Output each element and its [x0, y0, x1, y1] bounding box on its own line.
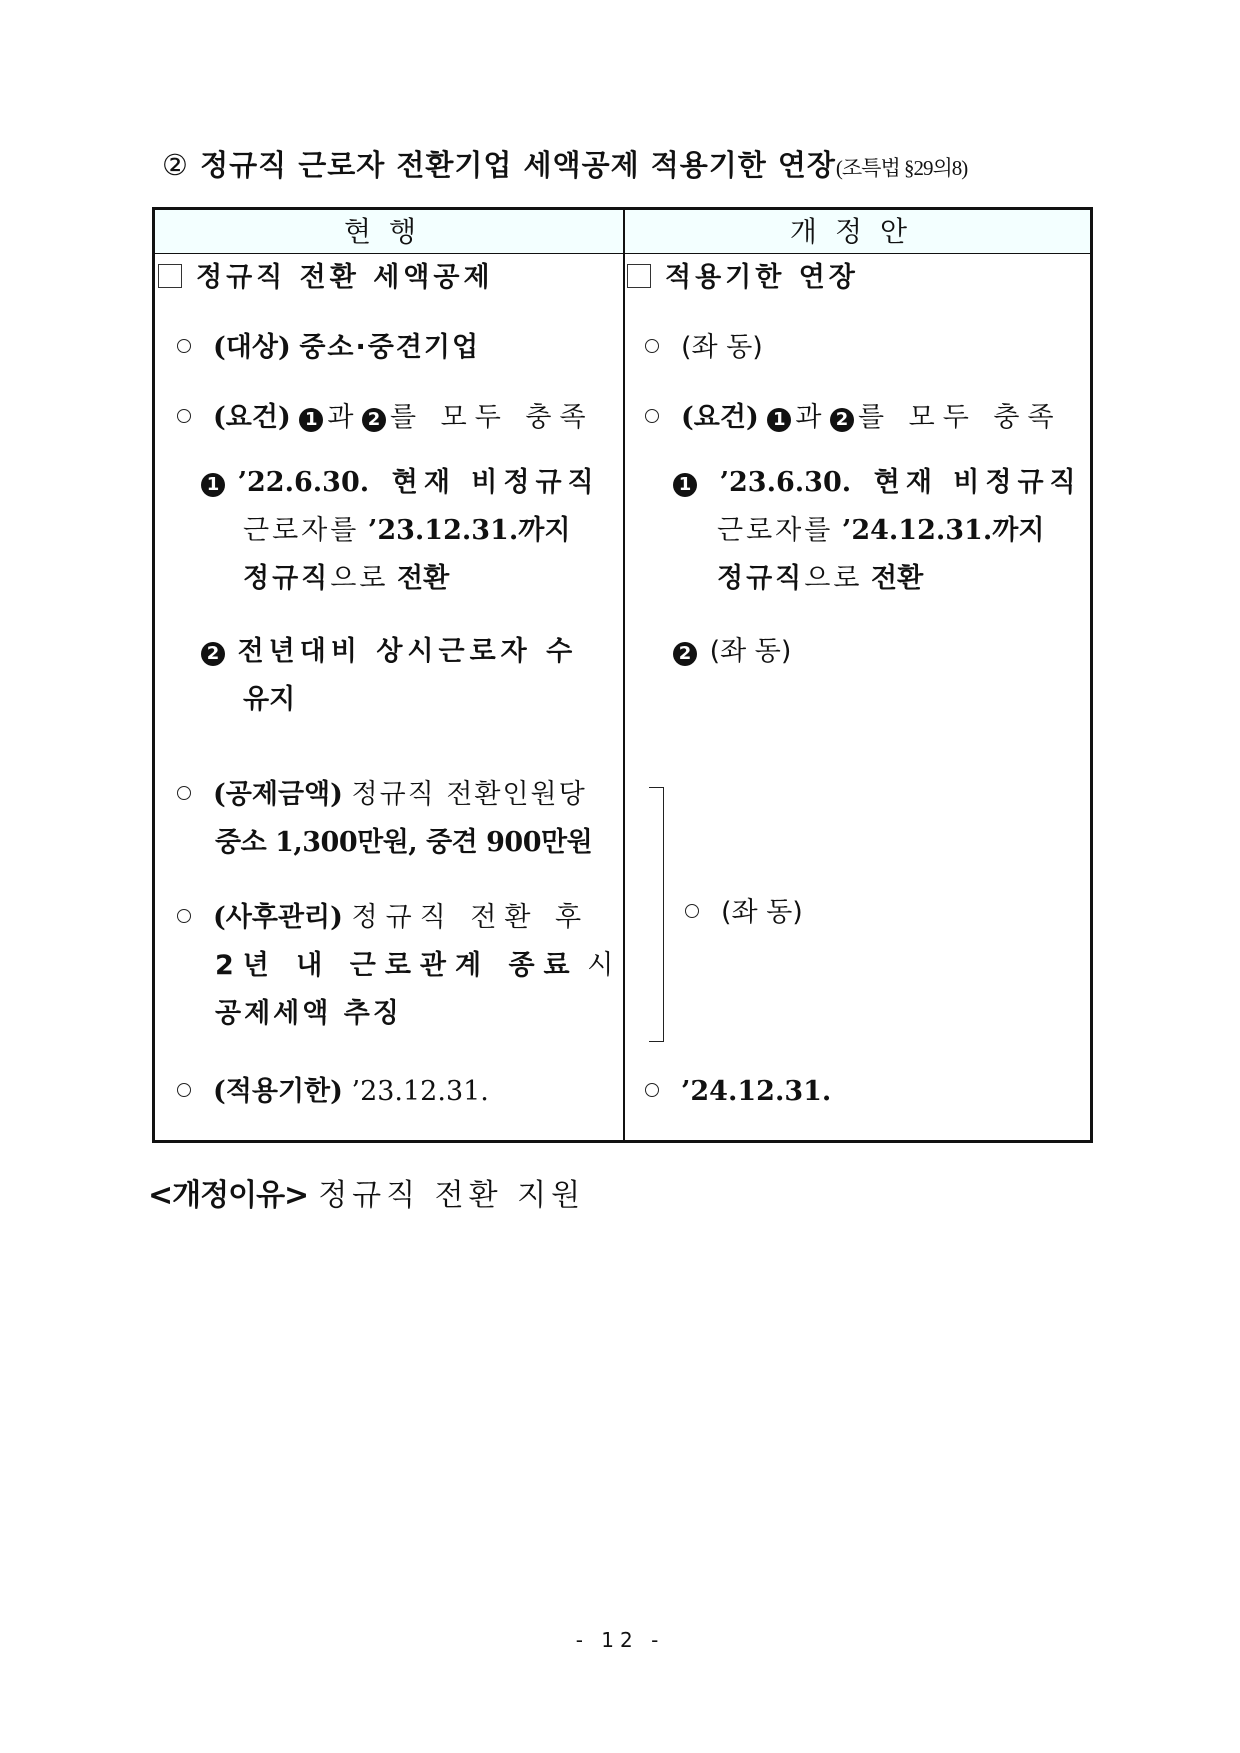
circle-bullet-icon — [177, 409, 191, 423]
circle-bullet-icon — [177, 1083, 191, 1097]
requirement-rest: 를 모두 충족 — [858, 402, 1062, 433]
cond1-date: ’22.6.30. — [237, 467, 370, 498]
section-heading — [162, 143, 967, 184]
proposed-target — [645, 323, 763, 373]
current-section-title — [158, 253, 494, 303]
cond2-text: (좌 동) — [709, 636, 792, 667]
requirement-rest: 를 모두 충족 — [390, 402, 594, 433]
header-proposed: 개정안 — [789, 215, 926, 248]
cond1-text3c: 전환 — [871, 563, 924, 594]
target-value: 중소·중견기업 — [299, 332, 481, 363]
cond1-text2b: ’24.12.31. — [841, 515, 993, 546]
circle-bullet-icon — [645, 409, 659, 423]
target-label: (대상) — [213, 332, 291, 363]
column-divider — [623, 210, 625, 1140]
proposed-target-value: (좌 동) — [681, 332, 763, 363]
current-amount — [177, 770, 587, 820]
proposed-section-title — [627, 253, 859, 303]
current-condition-1 — [201, 458, 600, 508]
cond1-text3b: 으로 — [804, 563, 863, 594]
proposed-condition-1 — [673, 458, 1082, 508]
reason-text: 정규직 전환 지원 — [318, 1178, 586, 1213]
numbered-bullet-2-icon: 2 — [673, 642, 697, 666]
current-condition-2-line2: 유지 — [243, 684, 296, 715]
proposed-condition-2 — [673, 627, 791, 677]
cond1-text2c: 까지 — [518, 515, 571, 546]
proposed-deadline — [645, 1067, 831, 1117]
law-reference: (조특법 §29의8) — [835, 156, 968, 180]
aftercare-text2b: 시 — [587, 950, 614, 981]
numbered-bullet-1-icon: 1 — [673, 473, 697, 497]
numbered-bullet-2-icon: 2 — [201, 642, 225, 666]
square-bullet-icon — [627, 264, 651, 288]
deadline-value: ’23.12.31. — [351, 1076, 489, 1107]
current-condition-1-line2 — [243, 506, 570, 556]
circle-bullet-icon — [645, 339, 659, 353]
proposed-deadline-value: ’24.12.31. — [681, 1076, 832, 1107]
aftercare-text2a: 2년 내 근로관계 종료 — [215, 950, 579, 981]
square-bullet-icon — [158, 264, 182, 288]
current-amount-line2: 중소 1,300만원, 중견 900만원 — [215, 827, 593, 858]
proposed-amount-aftercare — [685, 888, 803, 938]
section-title: 정규직 근로자 전환기업 세액공제 적용기한 연장 — [200, 148, 836, 182]
section-number: ② — [162, 148, 189, 182]
proposed-requirement — [645, 393, 1062, 443]
cond1-text2a: 근로자를 — [243, 515, 360, 546]
cond2-text1: 전년대비 상시근로자 수 — [237, 636, 578, 667]
aftercare-text1: 정규직 전환 후 — [351, 902, 590, 933]
current-target — [177, 323, 480, 373]
closing-bracket-icon — [649, 787, 664, 1042]
circle-bullet-icon — [177, 786, 191, 800]
current-section-title-text: 정규직 전환 세액공제 — [196, 262, 494, 293]
current-requirement — [177, 393, 594, 443]
aftercare-label: (사후관리) — [213, 902, 343, 933]
current-condition-1-line3 — [243, 554, 449, 604]
requirement-label: (요건) — [681, 402, 759, 433]
current-aftercare-line2 — [215, 941, 613, 991]
amount-text1: 정규직 전환인원당 — [351, 779, 587, 810]
proposed-amount-aftercare-text: (좌 동) — [721, 897, 803, 928]
cond1-text3b: 으로 — [330, 563, 389, 594]
current-aftercare — [177, 893, 589, 943]
circle-bullet-icon — [645, 1083, 659, 1097]
numbered-bullet-1-icon: 1 — [201, 473, 225, 497]
cond1-text1: 현재 비정규직 — [873, 467, 1082, 498]
circle-bullet-icon — [685, 904, 699, 918]
cond1-text2c: 까지 — [992, 515, 1045, 546]
header-current: 현행 — [343, 215, 435, 248]
deadline-label: (적용기한) — [213, 1076, 343, 1107]
amendment-reason — [148, 1170, 585, 1214]
page-number: - 12 - — [575, 1628, 665, 1652]
cond1-text3a: 정규직 — [717, 563, 805, 594]
numbered-bullet-1-icon: 1 — [299, 408, 323, 432]
comparison-table — [152, 207, 1093, 1143]
amount-label: (공제금액) — [213, 779, 343, 810]
numbered-bullet-1-icon: 1 — [767, 408, 791, 432]
cond1-text2b: ’23.12.31. — [367, 515, 519, 546]
cond1-date: ’23.6.30. — [719, 467, 852, 498]
cond1-text3a: 정규직 — [243, 563, 331, 594]
reason-label: <개정이유> — [148, 1178, 309, 1213]
cond1-text3c: 전환 — [397, 563, 450, 594]
circle-bullet-icon — [177, 339, 191, 353]
numbered-bullet-2-icon: 2 — [830, 408, 854, 432]
proposed-condition-1-line2 — [717, 506, 1044, 556]
current-condition-2 — [201, 627, 577, 677]
circle-bullet-icon — [177, 909, 191, 923]
requirement-label: (요건) — [213, 402, 291, 433]
requirement-conj: 과 — [795, 402, 822, 433]
numbered-bullet-2-icon: 2 — [362, 408, 386, 432]
current-deadline — [177, 1067, 489, 1117]
current-aftercare-line3: 공제세액 추징 — [215, 998, 402, 1029]
cond1-text2a: 근로자를 — [717, 515, 834, 546]
requirement-conj: 과 — [327, 402, 354, 433]
proposed-condition-1-line3 — [717, 554, 923, 604]
proposed-section-title-text: 적용기한 연장 — [665, 262, 859, 293]
cond1-text1: 현재 비정규직 — [391, 467, 600, 498]
